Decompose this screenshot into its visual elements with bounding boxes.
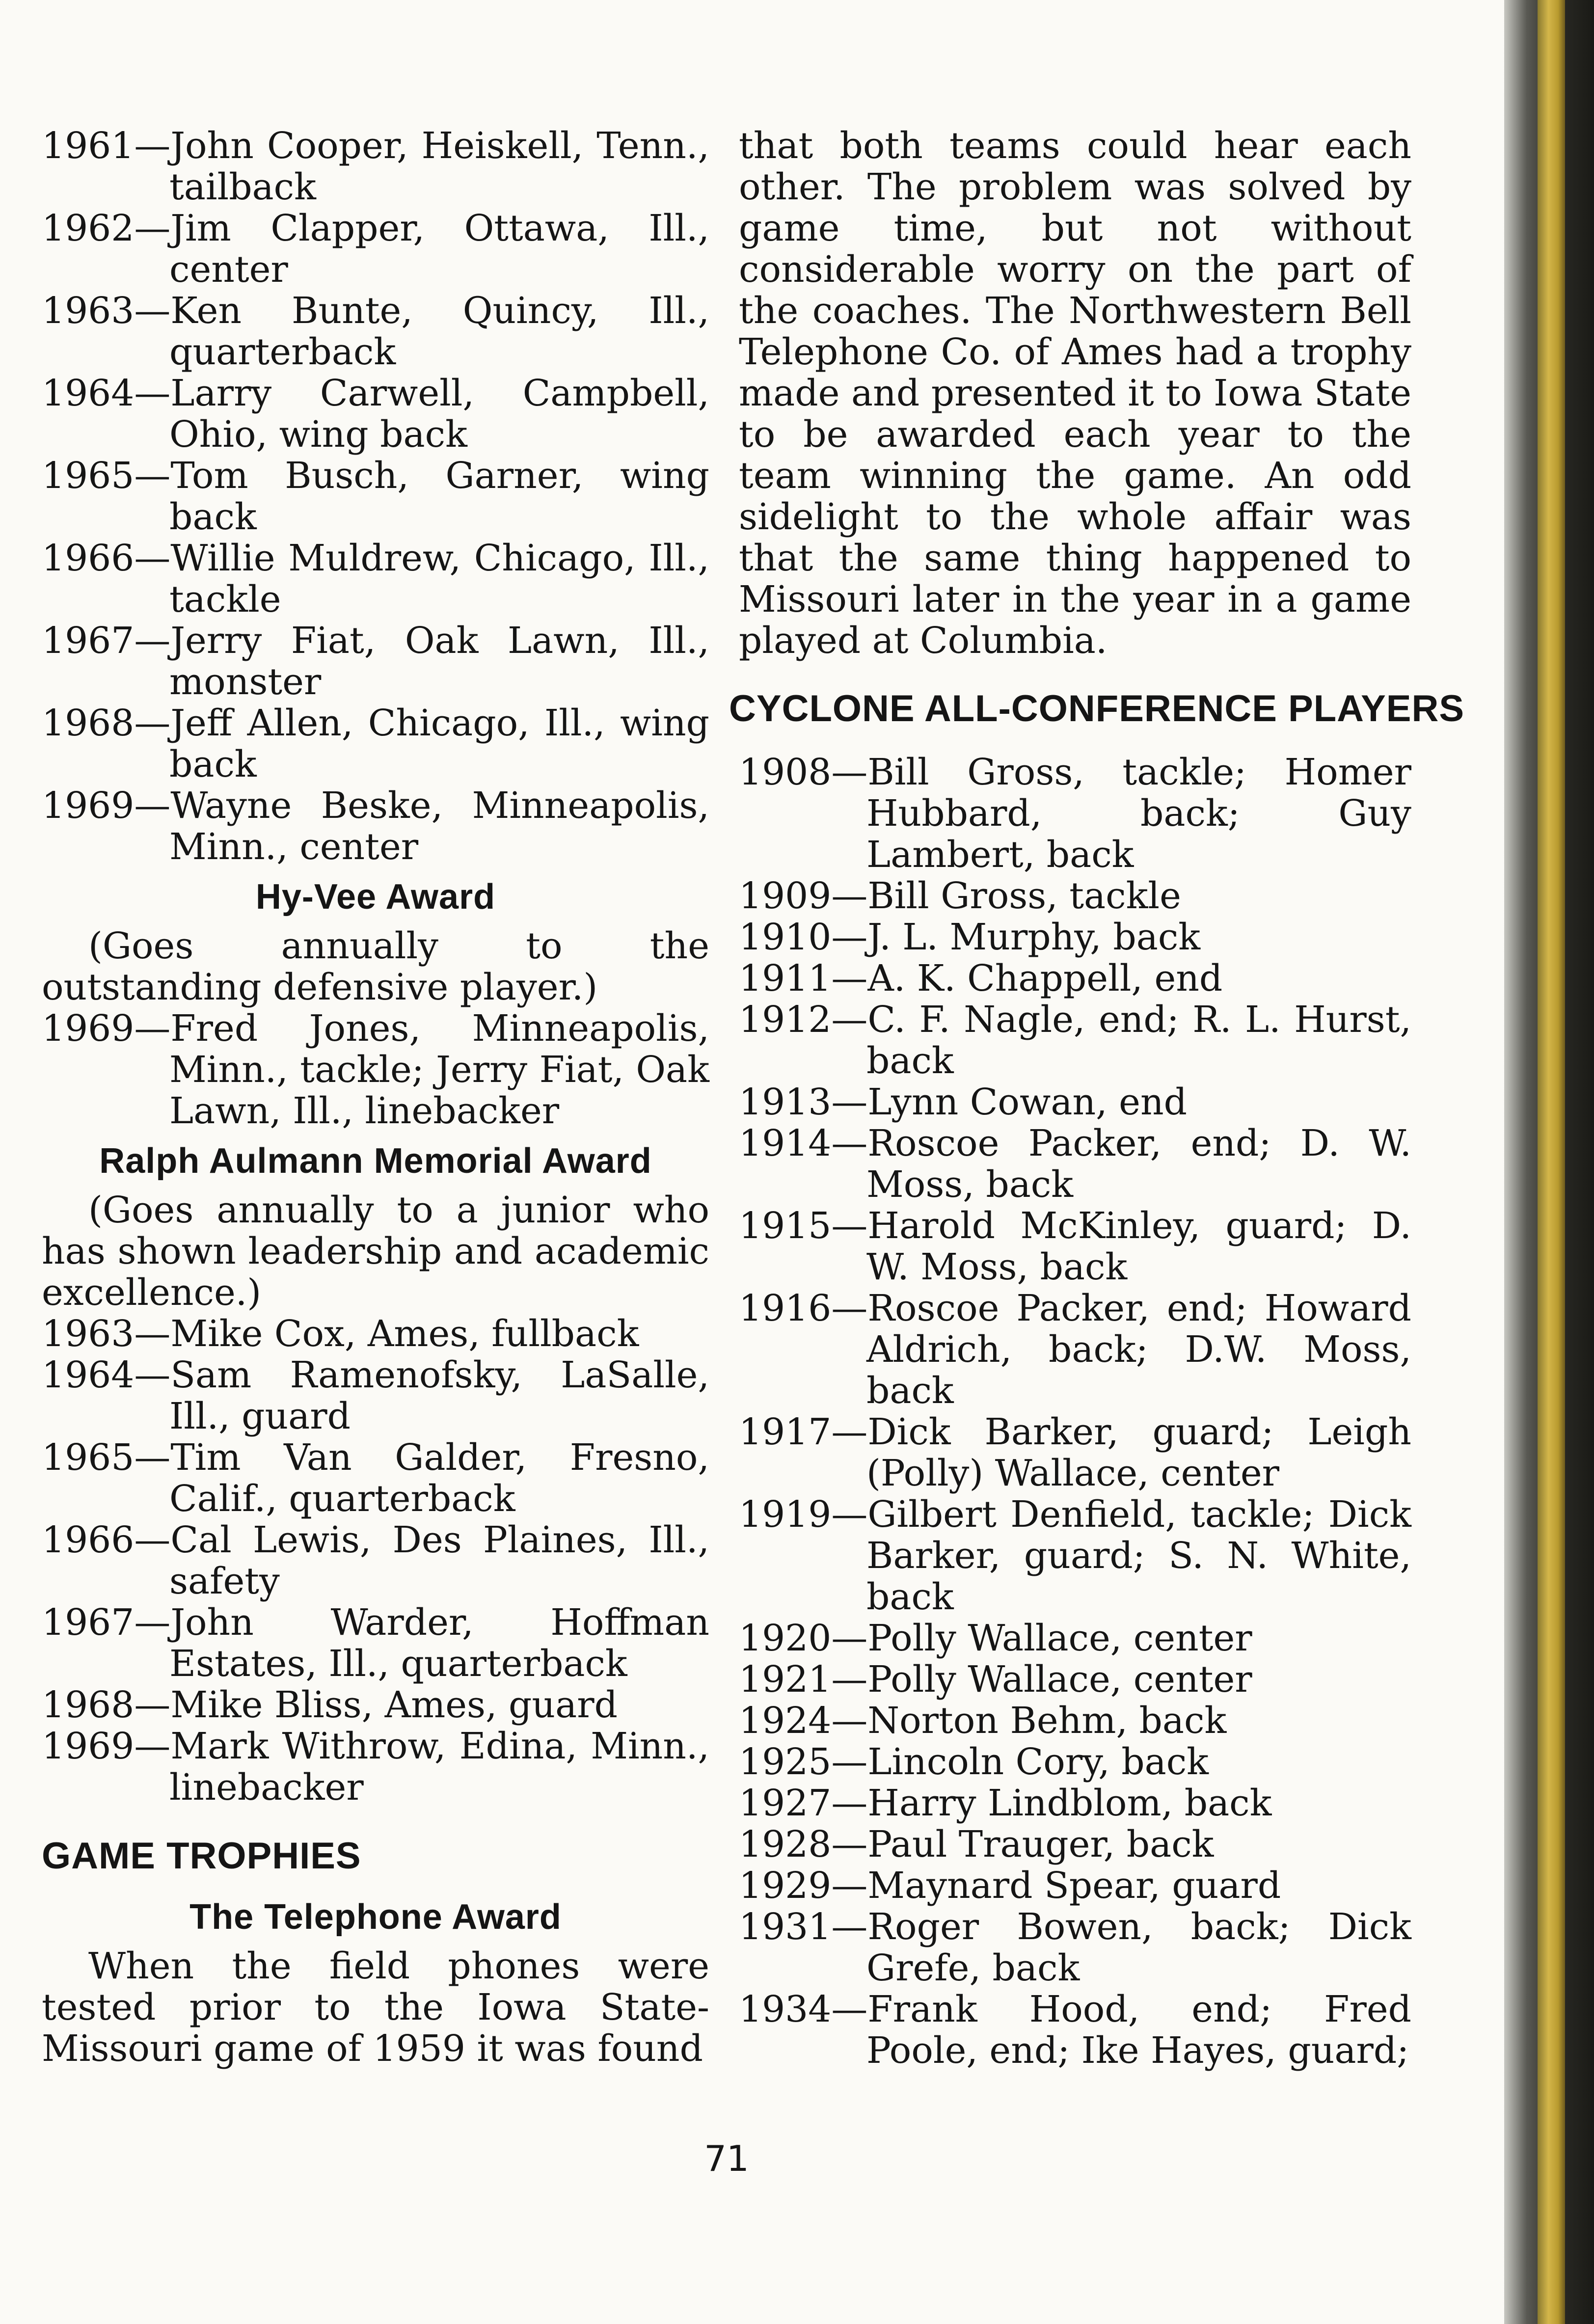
list-item: 1963—Mike Cox, Ames, fullback — [42, 1313, 639, 1355]
list-item: 1928—Paul Trauger, back — [739, 1823, 1214, 1865]
list-item: 1924—Norton Behm, back — [739, 1700, 1227, 1742]
list-item: 1963—Ken Bunte, Quincy, Ill., quarterback — [42, 290, 709, 373]
list-item: 1966—Cal Lewis, Des Plaines, Ill., safety — [42, 1519, 709, 1602]
page-number: 71 — [704, 2138, 749, 2179]
telephone-award-paragraph-continued: that both teams could hear each other. The problem was solved by game time, but not without considerable worry on the part of the coaches. The Northwestern Bell Telephone Co. of Ames had a trophy made and presented it to Iowa State to be awarded each year to the team winning the game. An odd sidelight to the whole affair was that the same thing happened to Missouri later in the year in a game played at Columbia. — [739, 125, 1411, 662]
hyvee-award-heading: Hy-Vee Award — [255, 877, 496, 917]
list-item: 1917—Dick Barker, guard; Leigh (Polly) Wallace, center — [739, 1411, 1411, 1494]
list-item: 1916—Roscoe Packer, end; Howard Aldrich, back; D.W. Moss, back — [739, 1287, 1411, 1412]
list-item: 1961—John Cooper, Heiskell, Tenn., tailback — [42, 125, 709, 208]
all-conference-list — [739, 752, 1411, 2071]
list-item: 1969—Mark Withrow, Edina, Minn., linebacker — [42, 1725, 709, 1809]
list-item: 1964—Larry Carwell, Campbell, Ohio, wing back — [42, 372, 709, 456]
all-conference-heading: CYCLONE ALL-CONFERENCE PLAYERS — [729, 688, 1465, 730]
aulmann-award-heading: Ralph Aulmann Memorial Award — [99, 1141, 652, 1181]
telephone-award-heading: The Telephone Award — [189, 1897, 562, 1937]
award-list-top — [42, 125, 709, 867]
left-column — [42, 125, 709, 2069]
list-item: 1909—Bill Gross, tackle — [739, 875, 1181, 917]
list-item: 1908—Bill Gross, tackle; Homer Hubbard, back; Guy Lambert, back — [739, 751, 1411, 876]
list-item: 1962—Jim Clapper, Ottawa, Ill., center — [42, 207, 709, 291]
hyvee-award-description: (Goes annually to the outstanding defensive player.) — [42, 925, 709, 1008]
list-item: 1910—J. L. Murphy, back — [739, 916, 1201, 958]
right-column — [729, 125, 1465, 2072]
list-item: 1968—Mike Bliss, Ames, guard — [42, 1684, 618, 1726]
game-trophies-heading: GAME TROPHIES — [42, 1835, 361, 1877]
list-item: 1965—Tom Busch, Garner, wing back — [42, 455, 709, 538]
list-item: 1913—Lynn Cowan, end — [739, 1081, 1187, 1123]
list-item: 1929—Maynard Spear, guard — [739, 1865, 1281, 1907]
aulmann-award-description: (Goes annually to a junior who has shown leadership and academic excellence.) — [42, 1189, 709, 1314]
list-item: 1920—Polly Wallace, center — [739, 1617, 1252, 1659]
list-item: 1964—Sam Ramenofsky, LaSalle, Ill., guard — [42, 1354, 709, 1437]
list-item: 1967—Jerry Fiat, Oak Lawn, Ill., monster — [42, 620, 709, 703]
list-item: 1966—Willie Muldrew, Chicago, Ill., tackle — [42, 537, 709, 621]
list-item: 1931—Roger Bowen, back; Dick Grefe, back — [739, 1906, 1411, 1989]
list-item: 1967—John Warder, Hoffman Estates, Ill., quarterback — [42, 1601, 709, 1685]
list-item: 1914—Roscoe Packer, end; D. W. Moss, back — [739, 1122, 1411, 1206]
page-edge-gilt — [1538, 0, 1565, 2324]
list-item: 1925—Lincoln Cory, back — [739, 1741, 1209, 1783]
list-item: 1919—Gilbert Denfield, tackle; Dick Barker, guard; S. N. White, back — [739, 1493, 1411, 1618]
list-item: 1969—Fred Jones, Minneapolis, Minn., tackle; Jerry Fiat, Oak Lawn, Ill., linebacker — [42, 1007, 709, 1132]
list-item: 1968—Jeff Allen, Chicago, Ill., wing back — [42, 702, 709, 785]
list-item: 1934—Frank Hood, end; Fred Poole, end; Ike Hayes, guard; — [739, 1988, 1411, 2072]
list-item: 1969—Wayne Beske, Minneapolis, Minn., center — [42, 784, 709, 868]
list-item: 1911—A. K. Chappell, end — [739, 957, 1223, 1000]
list-item: 1927—Harry Lindblom, back — [739, 1782, 1272, 1824]
telephone-award-paragraph: When the field phones were tested prior to the Iowa State-Missouri game of 1959 it was found — [42, 1945, 709, 2070]
list-item: 1965—Tim Van Galder, Fresno, Calif., quarterback — [42, 1436, 709, 1520]
list-item: 1912—C. F. Nagle, end; R. L. Hurst, back — [739, 999, 1411, 1082]
list-item: 1921—Polly Wallace, center — [739, 1658, 1252, 1701]
list-item: 1915—Harold McKinley, guard; D. W. Moss, back — [739, 1205, 1411, 1288]
